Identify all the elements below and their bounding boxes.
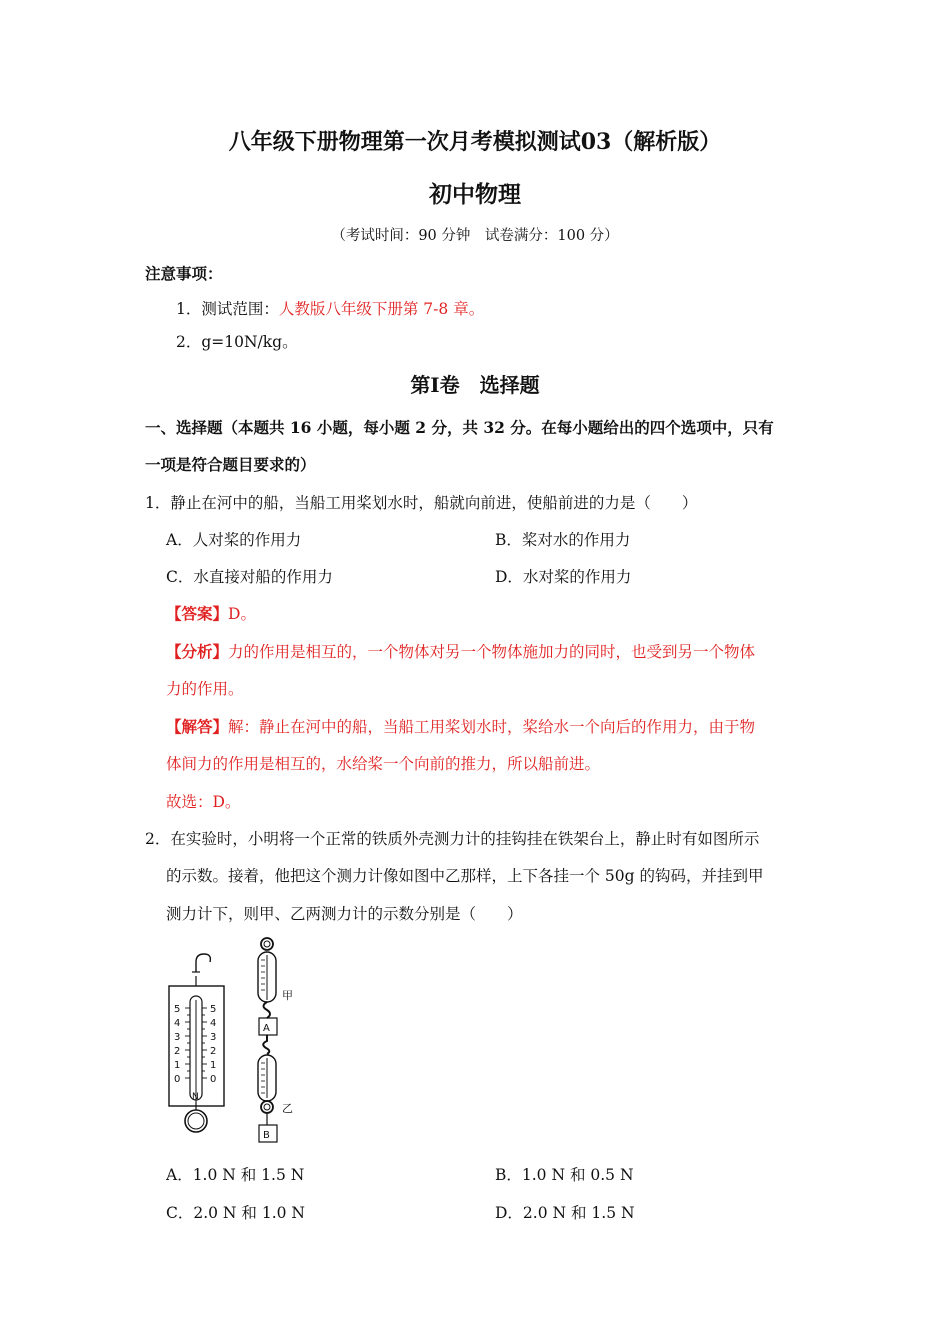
block-a-label: A bbox=[263, 1023, 270, 1034]
scale-num-right-2: 2 bbox=[210, 1046, 217, 1057]
notes-item-1 bbox=[176, 297, 484, 319]
scale-num-left-5: 5 bbox=[174, 1004, 181, 1015]
scale-num-left-1: 1 bbox=[174, 1060, 181, 1071]
top-ring-icon bbox=[261, 938, 273, 950]
scale-num-right-3: 3 bbox=[210, 1032, 217, 1043]
analysis-tag: 【分析】 bbox=[166, 642, 229, 661]
label-yi: 乙 bbox=[282, 1102, 293, 1115]
scale-num-left-2: 2 bbox=[174, 1046, 181, 1057]
notes-item-2: 2．g=10N/kg。 bbox=[176, 333, 298, 351]
scale-unit: N bbox=[192, 1092, 199, 1102]
answer-text: D。 bbox=[228, 605, 256, 623]
analysis-text: 力的作用是相互的，一个物体对另一个物体施加力的同时，也受到另一个物体 bbox=[228, 643, 756, 661]
page-title: 八年级下册物理第一次月考模拟测试03（解析版） bbox=[228, 129, 722, 155]
scale-num-left-3: 3 bbox=[174, 1032, 181, 1043]
q2-option-c: C．2.0 N 和 1.0 N bbox=[166, 1204, 305, 1222]
exam-info: （考试时间：90 分钟 试卷满分：100 分） bbox=[331, 228, 619, 244]
q2-option-d: D．2.0 N 和 1.5 N bbox=[495, 1204, 635, 1222]
scale-num-right-4: 4 bbox=[210, 1018, 217, 1029]
q1-choice: 故选：D。 bbox=[166, 793, 241, 811]
answer-tag: 【答案】 bbox=[166, 604, 229, 623]
solution-text: 解：静止在河中的船，当船工用桨划水时，桨给水一个向后的作用力，由于物 bbox=[228, 718, 756, 736]
spring-scale-figure bbox=[160, 930, 310, 1150]
q1-option-c: C．水直接对船的作用力 bbox=[166, 568, 333, 586]
notes-item-1-scope: 人教版八年级下册第 7-8 章。 bbox=[278, 300, 485, 318]
q1-option-b: B．桨对水的作用力 bbox=[495, 531, 631, 549]
q1-solution-line1 bbox=[166, 715, 755, 737]
block-b-label: B bbox=[263, 1130, 270, 1141]
scale-num-left-4: 4 bbox=[174, 1018, 181, 1029]
notes-item-1-prefix: 1．测试范围： bbox=[176, 300, 279, 318]
q1-answer bbox=[166, 602, 256, 624]
q1-option-a: A．人对桨的作用力 bbox=[166, 531, 302, 549]
q2-option-b: B．1.0 N 和 0.5 N bbox=[495, 1166, 634, 1184]
solution-tag: 【解答】 bbox=[166, 717, 229, 736]
notes-heading: 注意事项： bbox=[145, 264, 223, 283]
scale-num-left-0: 0 bbox=[174, 1074, 181, 1085]
q1-analysis-line1 bbox=[166, 640, 755, 662]
q1-analysis-line2: 力的作用。 bbox=[166, 680, 244, 698]
q1-solution-line2: 体间力的作用是相互的，水给桨一个向前的推力，所以船前进。 bbox=[166, 755, 601, 773]
label-jia: 甲 bbox=[282, 989, 293, 1002]
q1-option-d: D．水对桨的作用力 bbox=[495, 568, 632, 586]
page-subtitle: 初中物理 bbox=[429, 181, 521, 208]
q2-option-a: A．1.0 N 和 1.5 N bbox=[166, 1166, 305, 1184]
part-heading-line2: 一项是符合题目要求的） bbox=[145, 455, 316, 474]
scale-num-right-5: 5 bbox=[210, 1004, 217, 1015]
scale-num-right-0: 0 bbox=[210, 1074, 217, 1085]
part-heading-line1: 一、选择题（本题共 16 小题，每小题 2 分，共 32 分。在每小题给出的四个选项中，只有 bbox=[145, 418, 774, 437]
q1-stem: 1．静止在河中的船，当船工用桨划水时，船就向前进，使船前进的力是（ ） bbox=[145, 494, 698, 512]
q2-stem-line3: 测力计下，则甲、乙两测力计的示数分别是（ ） bbox=[166, 905, 523, 923]
q2-stem-line2: 的示数。接着，他把这个测力计像如图中乙那样，上下各挂一个 50g 的钩码，并挂到甲 bbox=[166, 867, 764, 885]
q2-stem-line1: 2．在实验时，小明将一个正常的铁质外壳测力计的挂钩挂在铁架台上，静止时有如图所示 bbox=[145, 830, 760, 848]
scale-num-right-1: 1 bbox=[210, 1060, 217, 1071]
section-title: 第Ⅰ卷 选择题 bbox=[410, 373, 540, 397]
